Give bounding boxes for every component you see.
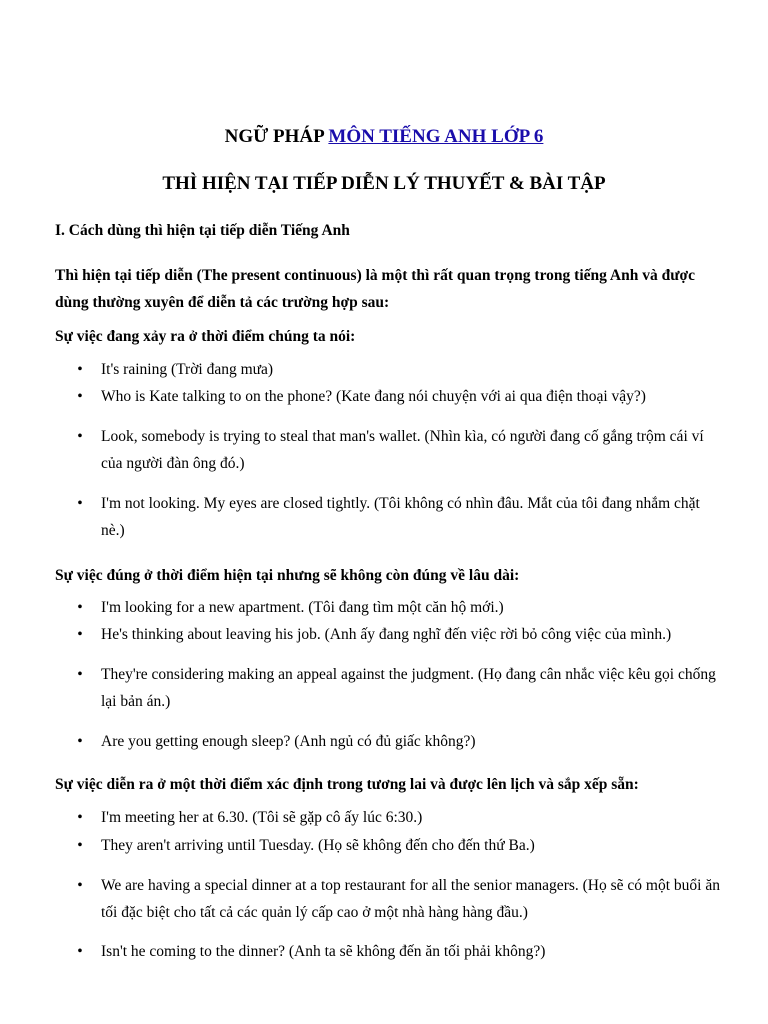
bullet-dot: • bbox=[77, 666, 83, 683]
list-item-text: I'm not looking. My eyes are closed tightly. (Tôi không có nhìn đâu. Mắt của tôi đang nhắm chặt nè.) bbox=[101, 495, 700, 539]
list-item-text: I'm meeting her at 6.30. (Tôi sẽ gặp cô ấy lúc 6:30.) bbox=[101, 809, 423, 826]
list-item-text: They're considering making an appeal against the judgment. (Họ đang cân nhắc việc kêu gọi chống lại bản án.) bbox=[101, 666, 716, 710]
title-prefix: NGỮ PHÁP bbox=[224, 126, 324, 147]
bullet-dot: • bbox=[77, 809, 83, 826]
intro-paragraph: Thì hiện tại tiếp diễn (The present continuous) là một thì rất quan trọng trong tiếng Anh và được dùng thường xuyên để diễn tả các trường hợp sau: bbox=[55, 267, 695, 311]
list-item-text: Who is Kate talking to on the phone? (Kate đang nói chuyện với ai qua điện thoại vậy?) bbox=[101, 388, 646, 405]
list-item-text: He's thinking about leaving his job. (Anh ấy đang nghĩ đến việc rời bỏ công việc của mình.) bbox=[101, 626, 672, 643]
title-link[interactable]: MÔN TIẾNG ANH LỚP 6 bbox=[328, 126, 544, 147]
group-heading-current-action: Sự việc đang xảy ra ở thời điểm chúng ta nói: bbox=[55, 328, 356, 345]
bullet-dot: • bbox=[77, 837, 83, 854]
list-item-text: We are having a special dinner at a top restaurant for all the senior managers. (Họ sẽ có một buổi ăn tối đặc biệt cho tất cả các quản lý cấp cao ở một nhà hàng hàng đầu.) bbox=[101, 877, 720, 921]
bullet-dot: • bbox=[77, 495, 83, 512]
list-item-text: It's raining (Trời đang mưa) bbox=[101, 361, 274, 378]
section-heading: I. Cách dùng thì hiện tại tiếp diễn Tiếng Anh bbox=[55, 222, 350, 239]
bullet-dot: • bbox=[77, 626, 83, 643]
bullet-dot: • bbox=[77, 733, 83, 750]
list-item-text: They aren't arriving until Tuesday. (Họ sẽ không đến cho đến thứ Ba.) bbox=[101, 837, 535, 854]
list-item-text: Isn't he coming to the dinner? (Anh ta sẽ không đến ăn tối phải không?) bbox=[101, 943, 546, 960]
bullet-dot: • bbox=[77, 943, 83, 960]
list-item-text: Are you getting enough sleep? (Anh ngủ có đủ giấc không?) bbox=[101, 733, 476, 750]
group-heading-temporary-situation: Sự việc đúng ở thời điểm hiện tại nhưng sẽ không còn đúng về lâu dài: bbox=[55, 567, 520, 584]
group-heading-future-arrangement: Sự việc diễn ra ở một thời điểm xác định trong tương lai và được lên lịch và sắp xếp sẵn: bbox=[55, 776, 639, 793]
bullet-dot: • bbox=[77, 388, 83, 405]
page-title bbox=[0, 125, 768, 149]
bullet-dot: • bbox=[77, 428, 83, 445]
bullet-dot: • bbox=[77, 877, 83, 894]
bullet-dot: • bbox=[77, 361, 83, 378]
list-item-text: I'm looking for a new apartment. (Tôi đang tìm một căn hộ mới.) bbox=[101, 599, 504, 616]
bullet-dot: • bbox=[77, 599, 83, 616]
page-subtitle: THÌ HIỆN TẠI TIẾP DIỄN LÝ THUYẾT & BÀI TẬP bbox=[162, 173, 606, 194]
list-item-text: Look, somebody is trying to steal that man's wallet. (Nhìn kìa, có người đang cố gắng trộm cái ví của người đàn ông đó.) bbox=[101, 428, 704, 472]
